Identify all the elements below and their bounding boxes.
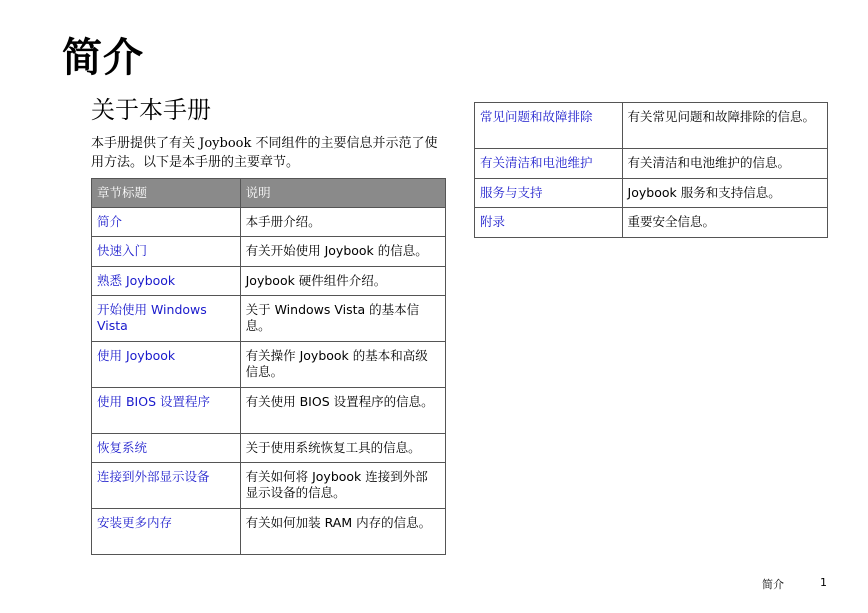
chapter-description: 重要安全信息。	[622, 208, 827, 238]
chapter-description: 有关操作 Joybook 的基本和高级信息。	[240, 342, 445, 388]
header-description: 说明	[240, 179, 445, 208]
chapter-link[interactable]: 有关清洁和电池维护	[475, 149, 623, 179]
table-row	[92, 434, 446, 463]
chapter-description: 本手册介绍。	[240, 208, 445, 237]
chapter-link[interactable]: 常见问题和故障排除	[475, 103, 623, 149]
chapter-description: Joybook 服务和支持信息。	[622, 179, 827, 208]
table-row	[475, 149, 828, 179]
chapter-description: 有关开始使用 Joybook 的信息。	[240, 237, 445, 267]
chapter-link[interactable]: 快速入门	[92, 237, 241, 267]
chapter-link[interactable]: 简介	[92, 208, 241, 237]
header-chapter: 章节标题	[92, 179, 241, 208]
table-row	[475, 208, 828, 238]
page-number: 1	[820, 576, 827, 589]
chapter-description: 有关如何将 Joybook 连接到外部显示设备的信息。	[240, 463, 445, 509]
chapter-description: 有关使用 BIOS 设置程序的信息。	[240, 388, 445, 434]
table-row	[92, 388, 446, 434]
table-header-row	[92, 179, 446, 208]
page-title: 简介	[62, 35, 144, 81]
chapter-link[interactable]: 连接到外部显示设备	[92, 463, 241, 509]
chapter-link[interactable]: 附录	[475, 208, 623, 238]
table-row	[475, 179, 828, 208]
intro-paragraph: 本手册提供了有关 Joybook 不同组件的主要信息并示范了使用方法。以下是本手册的主要章节。	[91, 136, 438, 170]
chapter-description: 有关清洁和电池维护的信息。	[622, 149, 827, 179]
chapters-table	[91, 178, 446, 555]
chapter-description: 有关常见问题和故障排除的信息。	[622, 103, 827, 149]
chapter-description: 关于 Windows Vista 的基本信息。	[240, 296, 445, 342]
table-row	[92, 509, 446, 555]
table-row	[92, 267, 446, 296]
table-row	[475, 103, 828, 149]
chapter-description: Joybook 硬件组件介绍。	[240, 267, 445, 296]
table-row	[92, 296, 446, 342]
table-row	[92, 208, 446, 237]
chapter-link[interactable]: 熟悉 Joybook	[92, 267, 241, 296]
chapter-link[interactable]: 服务与支持	[475, 179, 623, 208]
footer-section-label: 简介	[762, 578, 784, 591]
table-row	[92, 237, 446, 267]
table-row	[92, 342, 446, 388]
table-row	[92, 463, 446, 509]
chapter-link[interactable]: 开始使用 Windows Vista	[92, 296, 241, 342]
chapter-link[interactable]: 恢复系统	[92, 434, 241, 463]
chapter-link[interactable]: 使用 Joybook	[92, 342, 241, 388]
chapter-link[interactable]: 使用 BIOS 设置程序	[92, 388, 241, 434]
chapters-table-continued	[474, 102, 828, 238]
chapter-description: 关于使用系统恢复工具的信息。	[240, 434, 445, 463]
section-title: 关于本手册	[91, 96, 211, 124]
chapter-description: 有关如何加装 RAM 内存的信息。	[240, 509, 445, 555]
chapter-link[interactable]: 安装更多内存	[92, 509, 241, 555]
